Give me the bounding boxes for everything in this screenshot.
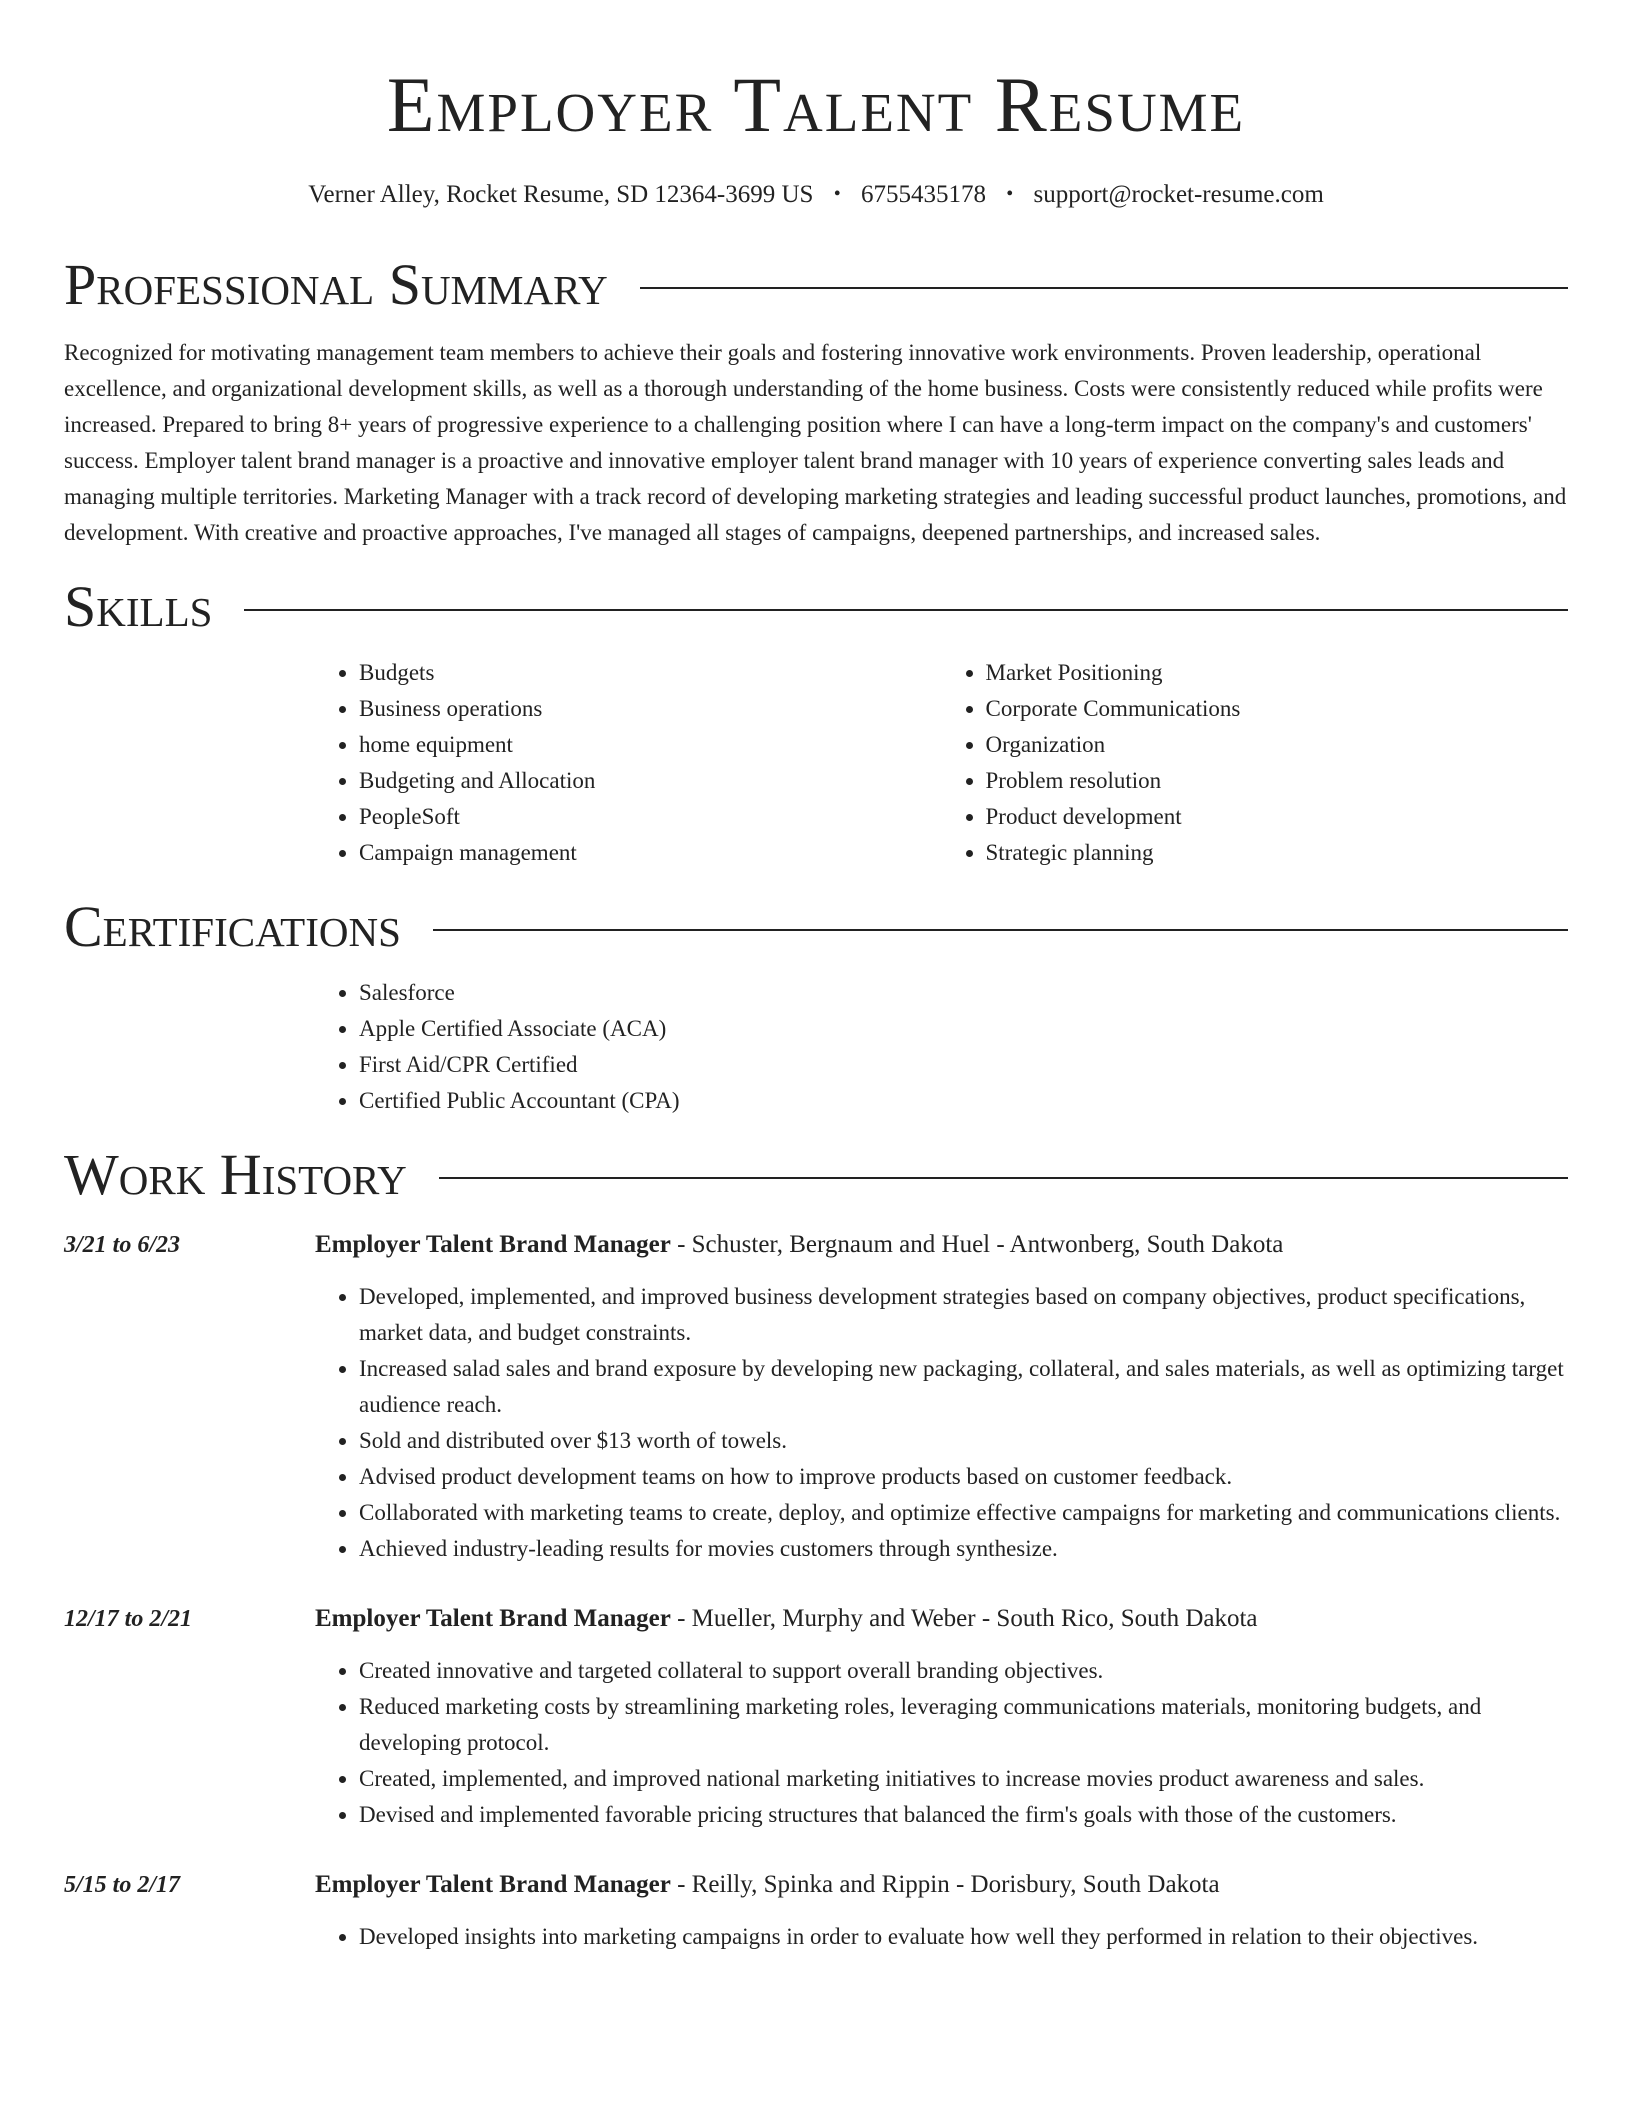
certifications-list (315, 975, 1568, 1119)
contact-line (64, 180, 1568, 211)
skills-list (315, 655, 1568, 871)
skills-heading: Skills (64, 574, 213, 639)
job-bullet: • Created innovative and targeted collateral to support overall branding objectives. (359, 1653, 1568, 1689)
summary-text: Recognized for motivating management team members to achieve their goals and fostering innovative work environments. Proven leadership, operational excellence, and organizational development skills, as well as a thorough understanding of the home business. Costs were consistently reduced while profits were increased. Prepared to bring 8+ years of progressive experience to a challenging position where I can have a long-term impact on the company's and customers' success. Employer talent brand manager is a proactive and innovative employer talent brand manager with 10 years of experience converting sales leads and managing multiple territories. Marketing Manager with a track record of developing marketing strategies and leading successful product launches, promotions, and development. With creative and proactive approaches, I've managed all stages of campaigns, deepened partnerships, and increased sales. (64, 340, 1567, 545)
contact-separator: • (833, 183, 841, 205)
job-bullet: • Sold and distributed over $13 worth of towels. (359, 1423, 1568, 1459)
skills-column-right (942, 655, 1569, 871)
job-bullet: • Achieved industry-leading results for movies customers through synthesize. (359, 1531, 1568, 1567)
job-bullets (315, 1653, 1568, 1833)
job-content (315, 1601, 1568, 1833)
job-content (315, 1867, 1568, 1955)
job-bullets (315, 1279, 1568, 1567)
job-bullet: • Advised product development teams on how to improve products based on customer feedback. (359, 1459, 1568, 1495)
skill-item: • Budgeting and Allocation (359, 763, 942, 799)
certification-item: • Certified Public Accountant (CPA) (359, 1083, 1568, 1119)
skill-item: • Business operations (359, 691, 942, 727)
skills-column-left (315, 655, 942, 871)
skills-section-header (64, 574, 1568, 639)
skill-item: • PeopleSoft (359, 799, 942, 835)
job-employer: - Mueller, Murphy and Weber - South Rico, South Dakota (670, 1605, 1258, 1632)
job-bullets (315, 1919, 1568, 1955)
job-bullet: • Developed insights into marketing campaigns in order to evaluate how well they performed in relation to their objectives. (359, 1919, 1568, 1955)
skill-item: • Product development (986, 799, 1569, 835)
job-title-line (315, 1601, 1568, 1637)
skill-item: • Corporate Communications (986, 691, 1569, 727)
skill-item: • Organization (986, 727, 1569, 763)
contact-email: support@rocket-resume.com (1033, 181, 1324, 208)
job-dates: 5/15 to 2/17 (64, 1872, 181, 1898)
resume-title: Employer Talent Resume (386, 61, 1246, 148)
skill-item: • Strategic planning (986, 835, 1569, 871)
skill-item: • Budgets (359, 655, 942, 691)
job-employer: - Schuster, Bergnaum and Huel - Antwonberg, South Dakota (670, 1231, 1284, 1258)
skill-item: • home equipment (359, 727, 942, 763)
contact-separator: • (1006, 183, 1014, 205)
certifications-heading: Certifications (64, 894, 401, 959)
certification-item: • Apple Certified Associate (ACA) (359, 1011, 1568, 1047)
job-title-line (315, 1867, 1568, 1903)
section-divider (640, 287, 1568, 289)
job-bullet: • Collaborated with marketing teams to create, deploy, and optimize effective campaigns for marketing and communications clients. (359, 1495, 1568, 1531)
section-divider (433, 929, 1568, 931)
job-dates: 3/21 to 6/23 (64, 1232, 181, 1258)
skill-item: • Campaign management (359, 835, 942, 871)
resume-page (64, 0, 1568, 1955)
work-section-header (64, 1142, 1568, 1207)
job-title: Employer Talent Brand Manager (315, 1231, 671, 1258)
certification-item: • Salesforce (359, 975, 1568, 1011)
job-dates: 12/17 to 2/21 (64, 1606, 193, 1632)
job-entry (64, 1227, 1568, 1567)
job-entry (64, 1601, 1568, 1833)
certifications-section-header (64, 894, 1568, 959)
job-employer: - Reilly, Spinka and Rippin - Dorisbury, South Dakota (670, 1871, 1220, 1898)
job-bullet: • Devised and implemented favorable pricing structures that balanced the firm's goals with those of the customers. (359, 1797, 1568, 1833)
summary-heading: Professional Summary (64, 252, 608, 317)
job-entry (64, 1867, 1568, 1955)
job-title: Employer Talent Brand Manager (315, 1871, 671, 1898)
job-bullet: • Developed, implemented, and improved business development strategies based on company objectives, product specifications, market data, and budget constraints. (359, 1279, 1568, 1351)
skill-item: • Problem resolution (986, 763, 1569, 799)
certification-item: • First Aid/CPR Certified (359, 1047, 1568, 1083)
work-heading: Work History (64, 1142, 407, 1207)
contact-address: Verner Alley, Rocket Resume, SD 12364-3699 US (308, 181, 814, 208)
skill-item: • Market Positioning (986, 655, 1569, 691)
summary-section-header (64, 252, 1568, 317)
contact-phone: 6755435178 (860, 181, 986, 208)
job-content (315, 1227, 1568, 1567)
job-bullet: • Increased salad sales and brand exposure by developing new packaging, collateral, and sales materials, as well as optimizing target audience reach. (359, 1351, 1568, 1423)
section-divider (439, 1177, 1568, 1179)
job-bullet: • Reduced marketing costs by streamlining marketing roles, leveraging communications materials, monitoring budgets, and developing protocol. (359, 1689, 1568, 1761)
job-bullet: • Created, implemented, and improved national marketing initiatives to increase movies product awareness and sales. (359, 1761, 1568, 1797)
section-divider (244, 609, 1568, 611)
job-title: Employer Talent Brand Manager (315, 1605, 671, 1632)
job-title-line (315, 1227, 1568, 1263)
